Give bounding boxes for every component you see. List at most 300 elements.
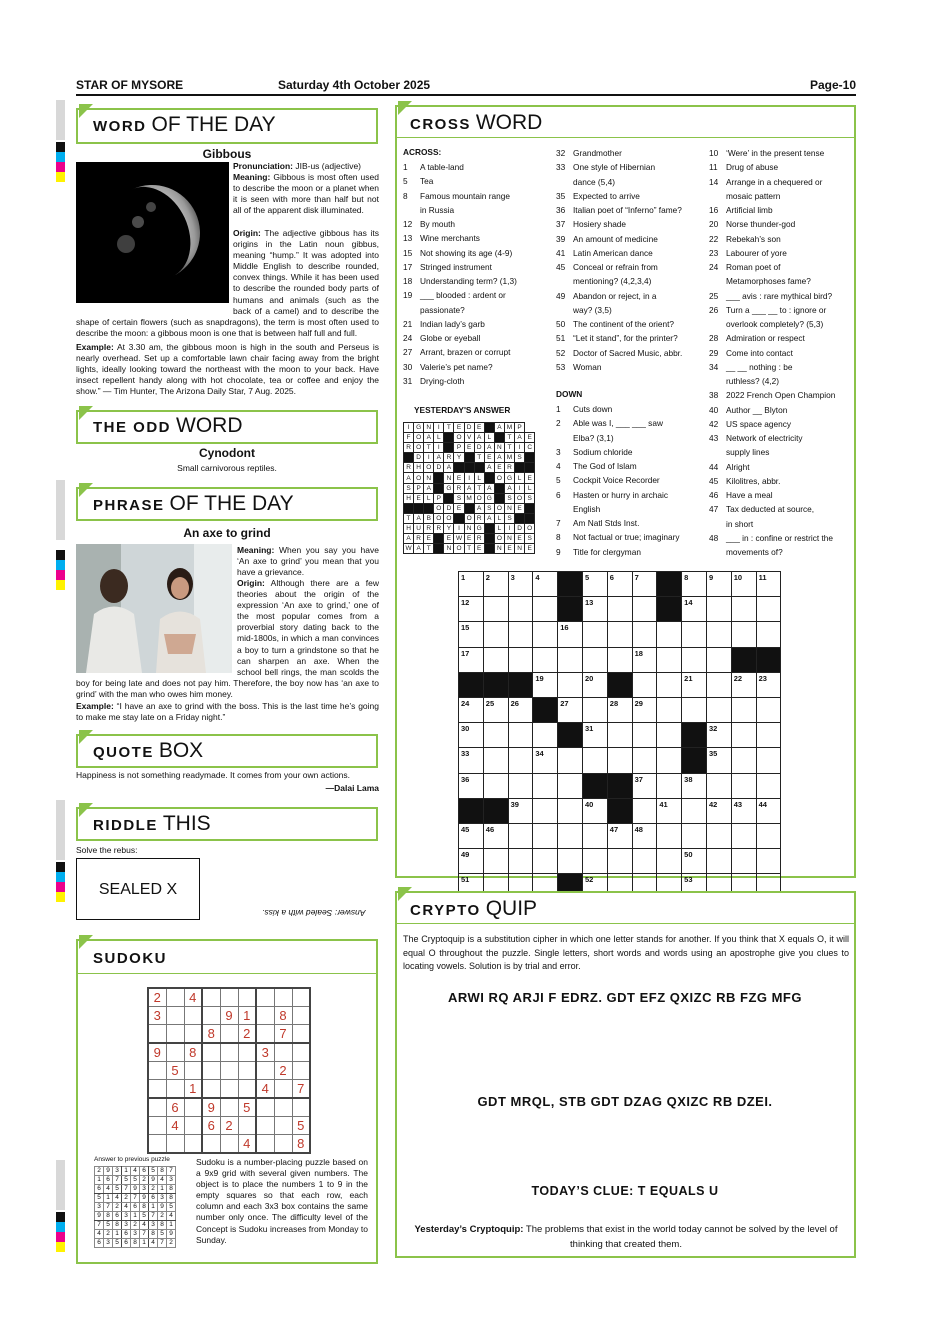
grid-cell: 1 xyxy=(140,1239,149,1248)
grid-cell xyxy=(454,463,464,473)
grid-cell xyxy=(558,748,583,773)
grid-cell: 4 xyxy=(95,1230,104,1239)
clue-item: 29 Come into contact xyxy=(709,347,793,358)
clue-item: 12 By mouth xyxy=(403,219,456,229)
clue-item: 24 Roman poet of xyxy=(709,262,781,272)
grid-cell: R xyxy=(434,523,444,533)
grid-cell xyxy=(414,503,424,513)
grid-cell xyxy=(706,647,731,672)
grid-cell xyxy=(657,622,682,647)
grid-cell: R xyxy=(404,463,414,473)
grid-cell: 9 xyxy=(149,1176,158,1185)
grid-cell xyxy=(731,647,756,672)
across-clues-col2 xyxy=(556,146,682,374)
word-of-day-meaning: Meaning: Gibbous is most often used to describe the moon or a planet when it is seen with more than half but not all of the apparent disk illuminated. xyxy=(233,172,379,216)
riddle-prompt: Solve the rebus: xyxy=(76,845,138,855)
grid-cell: 42 xyxy=(706,798,731,823)
grid-cell: 2 xyxy=(122,1194,131,1203)
phrase-meaning: Meaning: When you say you have ‘An axe to grind’ you mean that you have a grievance. xyxy=(237,545,379,578)
grid-cell: 1 xyxy=(95,1176,104,1185)
grid-cell xyxy=(731,823,756,848)
grid-cell xyxy=(238,1043,256,1062)
grid-cell xyxy=(731,773,756,798)
grid-cell xyxy=(256,1025,274,1044)
grid-cell: S xyxy=(404,483,414,493)
grid-cell xyxy=(483,849,508,874)
grid-cell: M xyxy=(464,493,474,503)
grid-cell: A xyxy=(494,453,504,463)
grid-cell: A xyxy=(484,483,494,493)
grid-cell xyxy=(558,849,583,874)
grid-cell: 9 xyxy=(104,1167,113,1176)
grid-cell: V xyxy=(464,433,474,443)
grid-cell: 9 xyxy=(167,1230,176,1239)
grid-cell: E xyxy=(474,544,484,554)
grid-cell: M xyxy=(504,453,514,463)
grid-cell xyxy=(444,493,454,503)
grid-cell xyxy=(657,773,682,798)
grid-cell xyxy=(508,647,533,672)
grid-cell: 9 xyxy=(148,1043,166,1062)
grid-cell xyxy=(706,773,731,798)
clue-item: 10 ‘Were’ in the present tense xyxy=(709,148,825,158)
grid-cell xyxy=(184,1062,202,1080)
phrase-example: Example: “I have an axe to grind with the boss. This is the last time he’s going to make me stay late on a Friday night.” xyxy=(76,701,379,723)
clue-item: 25 ___ avis : rare mythical bird? xyxy=(709,290,833,301)
clue-item: passionate? xyxy=(420,304,465,315)
grid-cell: 4 xyxy=(140,1221,149,1230)
grid-cell: 2 xyxy=(95,1167,104,1176)
grid-cell xyxy=(607,597,632,622)
grid-cell xyxy=(682,647,707,672)
grid-cell xyxy=(682,798,707,823)
grid-cell: 7 xyxy=(140,1230,149,1239)
grid-cell xyxy=(483,798,508,823)
grid-cell xyxy=(682,823,707,848)
clue-item: 40 Author __ Blyton xyxy=(709,404,788,415)
grid-cell: E xyxy=(484,453,494,463)
crossword-grid xyxy=(458,571,781,899)
grid-cell: 6 xyxy=(95,1239,104,1248)
clue-item: 50 The continent of the orient? xyxy=(556,319,675,329)
grid-cell: 4 xyxy=(166,1117,184,1135)
grid-cell: 24 xyxy=(459,697,484,722)
grid-cell: 8 xyxy=(140,1203,149,1212)
grid-cell: E xyxy=(525,473,535,483)
grid-cell: 8 xyxy=(274,1007,292,1025)
grid-cell: 3 xyxy=(508,572,533,597)
grid-cell: 29 xyxy=(632,697,657,722)
grid-cell: 28 xyxy=(607,697,632,722)
clue-item: English xyxy=(573,503,601,514)
clue-item: 8 Not factual or true; imaginary xyxy=(556,532,680,543)
grid-cell: 25 xyxy=(483,697,508,722)
grid-cell xyxy=(256,988,274,1007)
grid-cell: L xyxy=(494,513,504,523)
grid-cell: E xyxy=(414,493,424,503)
grid-cell: 2 xyxy=(149,1185,158,1194)
grid-cell xyxy=(274,988,292,1007)
grid-cell xyxy=(508,773,533,798)
grid-cell: 1 xyxy=(459,572,484,597)
grid-cell: 8 xyxy=(104,1212,113,1221)
down-clues-col2 xyxy=(556,402,680,559)
grid-cell: 8 xyxy=(149,1230,158,1239)
grid-cell: I xyxy=(515,483,525,493)
grid-cell: T xyxy=(444,423,454,433)
grid-cell xyxy=(582,622,607,647)
grid-cell xyxy=(474,463,484,473)
grid-cell: 7 xyxy=(131,1194,140,1203)
grid-cell: P xyxy=(515,423,525,433)
grid-cell xyxy=(459,672,484,697)
grid-cell: E xyxy=(454,423,464,433)
grid-cell xyxy=(494,483,504,493)
grid-cell: O xyxy=(414,443,424,453)
grid-cell: S xyxy=(515,453,525,463)
grid-cell: G xyxy=(504,473,514,483)
grid-cell: S xyxy=(454,493,464,503)
grid-cell: 5 xyxy=(131,1176,140,1185)
grid-cell: S xyxy=(504,513,514,523)
grid-cell: T xyxy=(424,443,434,453)
grid-cell: R xyxy=(404,443,414,453)
grid-cell: E xyxy=(464,534,474,544)
grid-cell xyxy=(148,1098,166,1117)
grid-cell: 41 xyxy=(657,798,682,823)
grid-cell xyxy=(756,748,781,773)
grid-cell: 4 xyxy=(184,988,202,1007)
clue-item: 31 Drying-cloth xyxy=(403,375,465,386)
grid-cell: 2 xyxy=(167,1239,176,1248)
clue-item: 5 Cockpit Voice Recorder xyxy=(556,475,660,486)
grid-cell xyxy=(292,1062,310,1080)
grid-cell xyxy=(533,647,558,672)
clue-item: 13 Wine merchants xyxy=(403,233,480,244)
grid-cell: A xyxy=(484,513,494,523)
grid-cell: D xyxy=(444,503,454,513)
grid-cell: 1 xyxy=(184,1080,202,1099)
grid-cell: 1 xyxy=(122,1167,131,1176)
grid-cell xyxy=(533,773,558,798)
grid-cell: 1 xyxy=(113,1230,122,1239)
grid-cell: 22 xyxy=(731,672,756,697)
grid-cell: 4 xyxy=(149,1239,158,1248)
grid-cell: 34 xyxy=(533,748,558,773)
grid-cell xyxy=(494,493,504,503)
grid-cell: N xyxy=(494,544,504,554)
grid-cell: 6 xyxy=(104,1176,113,1185)
clue-item: 45 Conceal or refrain from xyxy=(556,262,658,272)
grid-cell: 4 xyxy=(122,1203,131,1212)
grid-cell xyxy=(220,1098,238,1117)
grid-cell: Y xyxy=(454,453,464,463)
grid-cell: 7 xyxy=(113,1176,122,1185)
grid-cell xyxy=(657,823,682,848)
across-label: ACROSS: xyxy=(403,147,442,157)
grid-cell: R xyxy=(424,523,434,533)
word-of-day-origin: Origin: The adjective gibbous has its origins in the Latin noun gibbus, meaning “hump.” It was adopted into Middle English to describe rounded, convex things. While it has been used to describe the rounded body parts of humans and animals (such as the back of a camel) and to describe the shape of certain flowers (such as snapdragons), the term is most often used to describe the moon: a gibbous moon is one that is between half full and full. xyxy=(76,228,379,338)
grid-cell: Y xyxy=(444,523,454,533)
clue-item: 4 The God of Islam xyxy=(556,461,637,471)
grid-cell xyxy=(632,622,657,647)
cryptoquip-line2: GDT MRQL, STB GDT DZAG QXIZC RB DZEI. xyxy=(477,1094,773,1109)
grid-cell xyxy=(657,723,682,748)
grid-cell: A xyxy=(424,433,434,443)
grid-cell: 2 xyxy=(483,572,508,597)
grid-cell: 15 xyxy=(459,622,484,647)
grid-cell: A xyxy=(464,483,474,493)
grid-cell xyxy=(238,1062,256,1080)
grid-cell xyxy=(292,988,310,1007)
grid-cell xyxy=(657,597,682,622)
phrase-text: An axe to grind xyxy=(183,526,271,540)
grid-cell: 39 xyxy=(508,798,533,823)
grid-cell: I xyxy=(464,473,474,483)
grid-cell: 6 xyxy=(131,1203,140,1212)
riddle-title: RIDDLE THIS xyxy=(93,812,211,835)
cryptoquip-intro: The Cryptoquip is a substitution cipher in which one letter stands for another. If you think that X equals O, it will equal O throughout the puzzle. Single letters, short words and words using an apostrophe give you clues to locating vowels. Solution is by trial and error. xyxy=(403,934,849,971)
grid-cell: 8 xyxy=(682,572,707,597)
grid-cell xyxy=(582,823,607,848)
grid-cell xyxy=(184,1025,202,1044)
grid-cell: 53 xyxy=(682,874,707,899)
grid-cell: E xyxy=(444,534,454,544)
grid-cell: G xyxy=(484,493,494,503)
grid-cell: N xyxy=(424,423,434,433)
grid-cell: I xyxy=(454,523,464,533)
clue-item: 9 Title for clergyman xyxy=(556,546,641,557)
grid-cell: N xyxy=(494,443,504,453)
grid-cell: 7 xyxy=(104,1203,113,1212)
grid-cell: 9 xyxy=(131,1185,140,1194)
clue-item: 45 Kilolitres, abbr. xyxy=(709,475,781,486)
grid-cell: T xyxy=(474,453,484,463)
clue-item: 18 Understanding term? (1,3) xyxy=(403,276,517,286)
grid-cell xyxy=(238,988,256,1007)
grid-cell: L xyxy=(484,433,494,443)
grid-cell xyxy=(632,672,657,697)
grid-cell xyxy=(515,513,525,523)
word-of-day-title: WORD OF THE DAY xyxy=(93,113,276,136)
grid-cell: A xyxy=(515,433,525,443)
grid-cell: G xyxy=(414,423,424,433)
grid-cell xyxy=(484,423,494,433)
grid-cell: R xyxy=(474,513,484,523)
grid-cell xyxy=(274,1117,292,1135)
grid-cell xyxy=(166,988,184,1007)
grid-cell: 3 xyxy=(104,1239,113,1248)
grid-cell: O xyxy=(434,513,444,523)
grid-cell: 8 xyxy=(292,1135,310,1154)
grid-cell xyxy=(657,572,682,597)
sudoku-title: SUDOKU xyxy=(93,950,168,967)
grid-cell: 7 xyxy=(149,1212,158,1221)
grid-cell: O xyxy=(414,433,424,443)
grid-cell: A xyxy=(414,513,424,523)
grid-cell xyxy=(464,503,474,513)
grid-cell: A xyxy=(444,463,454,473)
grid-cell xyxy=(706,823,731,848)
grid-cell: 6 xyxy=(95,1185,104,1194)
clue-item: 53 Woman xyxy=(556,361,602,372)
clue-item: mentioning? (4,2,3,4) xyxy=(573,276,652,287)
grid-cell: D xyxy=(464,423,474,433)
clue-item: 39 An amount of medicine xyxy=(556,233,658,244)
grid-cell: N xyxy=(504,503,514,513)
grid-cell xyxy=(292,1025,310,1044)
grid-cell: E xyxy=(525,433,535,443)
grid-cell: 2 xyxy=(140,1176,149,1185)
grid-cell xyxy=(148,1080,166,1099)
grid-cell: 47 xyxy=(607,823,632,848)
grid-cell xyxy=(256,1007,274,1025)
grid-cell: O xyxy=(444,513,454,523)
clue-item: 44 Alright xyxy=(709,461,750,472)
grid-cell: R xyxy=(474,534,484,544)
grid-cell xyxy=(558,823,583,848)
clue-item: dance (5,4) xyxy=(573,176,615,187)
clue-item: 52 Doctor of Sacred Music, abbr. xyxy=(556,347,683,358)
grid-cell: O xyxy=(525,523,535,533)
grid-cell xyxy=(274,1135,292,1154)
grid-cell: O xyxy=(494,473,504,483)
grid-cell xyxy=(220,1135,238,1154)
grid-cell xyxy=(706,597,731,622)
grid-cell xyxy=(558,798,583,823)
clue-item: 38 2022 French Open Champion xyxy=(709,390,836,401)
clue-item: 43 Network of electricity xyxy=(709,433,803,443)
grid-cell xyxy=(184,1135,202,1154)
grid-cell: H xyxy=(414,463,424,473)
grid-cell xyxy=(256,1098,274,1117)
sudoku-answer-label: Answer to previous puzzle xyxy=(94,1156,170,1163)
word-of-day-word: Gibbous xyxy=(202,147,252,161)
grid-cell: 14 xyxy=(682,597,707,622)
grid-cell xyxy=(632,597,657,622)
grid-cell: E xyxy=(474,423,484,433)
grid-cell xyxy=(706,697,731,722)
grid-cell: E xyxy=(424,534,434,544)
clue-item: 33 One style of Hibernian xyxy=(556,162,656,173)
grid-cell: 36 xyxy=(459,773,484,798)
grid-cell xyxy=(292,1043,310,1062)
grid-cell: R xyxy=(444,453,454,463)
grid-cell: I xyxy=(404,423,414,433)
clue-item: 24 Globe or eyeball xyxy=(403,333,481,343)
grid-cell xyxy=(483,672,508,697)
grid-cell: 2 xyxy=(104,1230,113,1239)
grid-cell: 10 xyxy=(731,572,756,597)
grid-cell: 52 xyxy=(582,874,607,899)
grid-cell: 3 xyxy=(256,1043,274,1062)
grid-cell: 32 xyxy=(706,723,731,748)
grid-cell xyxy=(508,748,533,773)
grid-cell: 20 xyxy=(582,672,607,697)
clue-item: in short xyxy=(726,518,754,529)
grid-cell xyxy=(202,1062,220,1080)
grid-cell xyxy=(484,523,494,533)
grid-cell: 1 xyxy=(131,1212,140,1221)
grid-cell: P xyxy=(454,443,464,453)
clue-item: 1 Cuts down xyxy=(556,404,613,414)
grid-cell xyxy=(184,1007,202,1025)
grid-cell: N xyxy=(424,473,434,483)
grid-cell xyxy=(444,443,454,453)
grid-cell xyxy=(459,798,484,823)
grid-cell: 4 xyxy=(256,1080,274,1099)
grid-cell: 3 xyxy=(167,1176,176,1185)
grid-cell: M xyxy=(504,423,514,433)
grid-cell: S xyxy=(484,503,494,513)
grid-cell xyxy=(756,622,781,647)
grid-cell: A xyxy=(404,473,414,483)
yesterday-label: YESTERDAY'S ANSWER xyxy=(414,405,511,415)
grid-cell xyxy=(706,672,731,697)
grid-cell xyxy=(632,723,657,748)
grid-cell xyxy=(434,544,444,554)
grid-cell: 8 xyxy=(131,1239,140,1248)
grid-cell xyxy=(525,453,535,463)
grid-cell xyxy=(607,647,632,672)
grid-cell: E xyxy=(454,473,464,483)
grid-cell: E xyxy=(515,503,525,513)
grid-cell xyxy=(166,1025,184,1044)
grid-cell: N xyxy=(444,544,454,554)
grid-cell xyxy=(508,823,533,848)
grid-cell: O xyxy=(494,534,504,544)
word-of-day-example: Example: At 3.30 am, the gibbous moon is high in the south and Perseus is nearly overhead. Set up a comfortable lawn chair facing away from the bright lights, ideally looking toward the northeast with the moon to your back. Have insect repellent handy along with hot chocolate, tea or coffee and enjoy the show.” — Tim Hunter, The Arizona Daily Star, 7 Aug. 2025. xyxy=(76,342,379,397)
grid-cell: 3 xyxy=(149,1221,158,1230)
grid-cell xyxy=(256,1117,274,1135)
grid-cell: 3 xyxy=(158,1194,167,1203)
grid-cell: O xyxy=(494,503,504,513)
grid-cell: 4 xyxy=(533,572,558,597)
grid-cell xyxy=(607,748,632,773)
clue-item: 28 Admiration or respect xyxy=(709,333,805,344)
grid-cell: 21 xyxy=(682,672,707,697)
grid-cell: E xyxy=(515,534,525,544)
cryptoquip-title: CRYPTO QUIP xyxy=(410,897,538,920)
grid-cell: O xyxy=(474,493,484,503)
grid-cell: 6 xyxy=(140,1167,149,1176)
grid-cell xyxy=(558,723,583,748)
grid-cell: 35 xyxy=(706,748,731,773)
cryptoquip-line1: ARWI RQ ARJI F EDRZ. GDT EFZ QXIZC RB FZG MFG xyxy=(448,990,802,1005)
grid-cell: 4 xyxy=(104,1185,113,1194)
grid-cell: 7 xyxy=(167,1167,176,1176)
grid-cell xyxy=(582,773,607,798)
grid-cell: 2 xyxy=(220,1117,238,1135)
grid-cell: A xyxy=(494,423,504,433)
grid-cell xyxy=(657,697,682,722)
grid-cell xyxy=(706,849,731,874)
grid-cell xyxy=(508,672,533,697)
paper-name: STAR OF MYSORE xyxy=(76,78,184,92)
grid-cell: 51 xyxy=(459,874,484,899)
sudoku-solution-grid xyxy=(94,1166,176,1248)
grid-cell xyxy=(483,622,508,647)
clue-item: in Russia xyxy=(420,204,455,215)
grid-cell xyxy=(533,622,558,647)
grid-cell xyxy=(202,1135,220,1154)
grid-cell: I xyxy=(504,523,514,533)
clue-item: 2 Able was I, ___ ___ saw xyxy=(556,418,663,429)
grid-cell xyxy=(558,572,583,597)
grid-cell xyxy=(582,849,607,874)
clue-item: 14 Arrange in a chequered or xyxy=(709,176,823,187)
page-number: Page-10 xyxy=(809,78,856,92)
